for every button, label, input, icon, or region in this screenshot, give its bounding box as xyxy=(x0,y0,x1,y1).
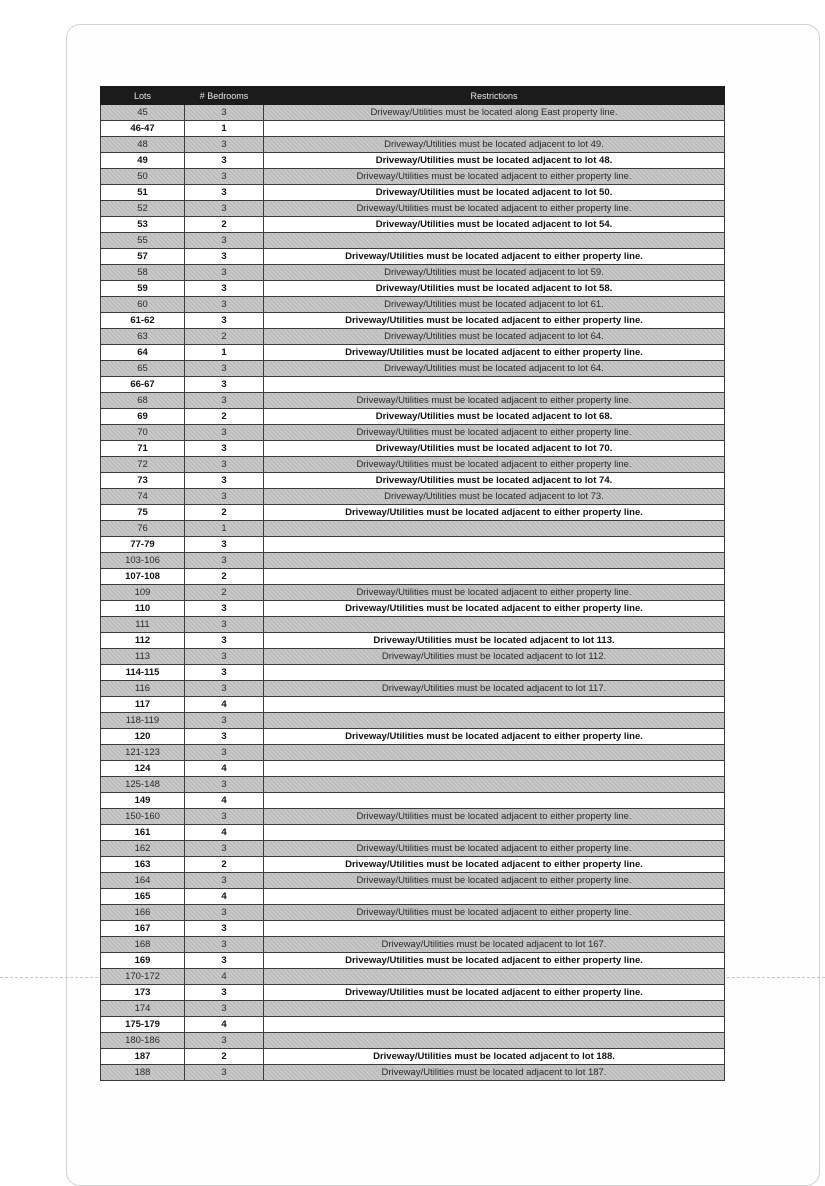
bedrooms-cell: 2 xyxy=(185,409,264,425)
restriction-cell: Driveway/Utilities must be located adjacent to lot 64. xyxy=(264,361,725,377)
restriction-cell: Driveway/Utilities must be located adjacent to either property line. xyxy=(264,201,725,217)
restriction-cell xyxy=(264,377,725,393)
lot-cell: 112 xyxy=(101,633,185,649)
lot-cell: 49 xyxy=(101,153,185,169)
table-row xyxy=(101,889,725,905)
restriction-cell: Driveway/Utilities must be located adjacent to lot 49. xyxy=(264,137,725,153)
table-row xyxy=(101,953,725,969)
table-row xyxy=(101,905,725,921)
table-row xyxy=(101,969,725,985)
table-row xyxy=(101,169,725,185)
restriction-cell xyxy=(264,537,725,553)
table-row xyxy=(101,281,725,297)
restriction-cell: Driveway/Utilities must be located adjacent to lot 64. xyxy=(264,329,725,345)
bedrooms-cell: 3 xyxy=(185,921,264,937)
restriction-cell: Driveway/Utilities must be located adjacent to either property line. xyxy=(264,425,725,441)
bedrooms-cell: 3 xyxy=(185,1065,264,1081)
restriction-cell xyxy=(264,1001,725,1017)
bedrooms-cell: 3 xyxy=(185,953,264,969)
bedrooms-cell: 3 xyxy=(185,873,264,889)
bedrooms-cell: 3 xyxy=(185,153,264,169)
lot-cell: 164 xyxy=(101,873,185,889)
lot-cell: 72 xyxy=(101,457,185,473)
restriction-cell: Driveway/Utilities must be located adjacent to either property line. xyxy=(264,841,725,857)
restriction-cell: Driveway/Utilities must be located adjacent to either property line. xyxy=(264,505,725,521)
table-row xyxy=(101,729,725,745)
bedrooms-cell: 3 xyxy=(185,617,264,633)
lot-cell: 163 xyxy=(101,857,185,873)
lot-cell: 180-186 xyxy=(101,1033,185,1049)
table-row xyxy=(101,489,725,505)
table-row xyxy=(101,393,725,409)
table-row xyxy=(101,681,725,697)
lot-cell: 162 xyxy=(101,841,185,857)
lot-cell: 113 xyxy=(101,649,185,665)
lot-cell: 120 xyxy=(101,729,185,745)
restriction-cell: Driveway/Utilities must be located adjacent to either property line. xyxy=(264,729,725,745)
bedrooms-cell: 2 xyxy=(185,505,264,521)
table-row xyxy=(101,809,725,825)
table-row xyxy=(101,873,725,889)
bedrooms-cell: 3 xyxy=(185,281,264,297)
restriction-cell xyxy=(264,745,725,761)
table-row xyxy=(101,825,725,841)
table-row xyxy=(101,857,725,873)
table-row xyxy=(101,297,725,313)
table-row xyxy=(101,777,725,793)
bedrooms-cell: 3 xyxy=(185,441,264,457)
table-row xyxy=(101,217,725,233)
restriction-cell xyxy=(264,569,725,585)
lot-cell: 118-119 xyxy=(101,713,185,729)
table-row xyxy=(101,713,725,729)
lot-cell: 174 xyxy=(101,1001,185,1017)
table-row xyxy=(101,345,725,361)
bedrooms-cell: 3 xyxy=(185,841,264,857)
column-header-restrictions: Restrictions xyxy=(264,87,725,105)
restriction-cell: Driveway/Utilities must be located adjacent to lot 50. xyxy=(264,185,725,201)
lot-cell: 69 xyxy=(101,409,185,425)
restriction-cell: Driveway/Utilities must be located adjacent to lot 61. xyxy=(264,297,725,313)
restriction-cell: Driveway/Utilities must be located adjacent to either property line. xyxy=(264,905,725,921)
lot-cell: 165 xyxy=(101,889,185,905)
table-row xyxy=(101,697,725,713)
table-row xyxy=(101,1001,725,1017)
lot-cell: 74 xyxy=(101,489,185,505)
bedrooms-cell: 3 xyxy=(185,985,264,1001)
bedrooms-cell: 3 xyxy=(185,713,264,729)
bedrooms-cell: 1 xyxy=(185,521,264,537)
restriction-cell: Driveway/Utilities must be located adjacent to either property line. xyxy=(264,457,725,473)
restriction-cell: Driveway/Utilities must be located adjacent to either property line. xyxy=(264,313,725,329)
restriction-cell xyxy=(264,713,725,729)
lot-cell: 66-67 xyxy=(101,377,185,393)
restriction-cell xyxy=(264,1017,725,1033)
bedrooms-cell: 3 xyxy=(185,265,264,281)
table-row xyxy=(101,649,725,665)
bedrooms-cell: 2 xyxy=(185,585,264,601)
lot-cell: 63 xyxy=(101,329,185,345)
lot-cell: 168 xyxy=(101,937,185,953)
lot-cell: 188 xyxy=(101,1065,185,1081)
restriction-cell: Driveway/Utilities must be located adjacent to lot 187. xyxy=(264,1065,725,1081)
restriction-cell: Driveway/Utilities must be located adjacent to lot 73. xyxy=(264,489,725,505)
table-row xyxy=(101,265,725,281)
table-row xyxy=(101,553,725,569)
restriction-cell: Driveway/Utilities must be located adjacent to either property line. xyxy=(264,169,725,185)
lot-cell: 150-160 xyxy=(101,809,185,825)
lot-cell: 59 xyxy=(101,281,185,297)
table-row xyxy=(101,601,725,617)
table-row xyxy=(101,361,725,377)
restriction-cell xyxy=(264,121,725,137)
bedrooms-cell: 3 xyxy=(185,361,264,377)
lot-cell: 45 xyxy=(101,105,185,121)
bedrooms-cell: 4 xyxy=(185,825,264,841)
bedrooms-cell: 3 xyxy=(185,649,264,665)
restriction-cell xyxy=(264,793,725,809)
restriction-cell: Driveway/Utilities must be located adjacent to lot 68. xyxy=(264,409,725,425)
bedrooms-cell: 3 xyxy=(185,169,264,185)
bedrooms-cell: 1 xyxy=(185,345,264,361)
bedrooms-cell: 3 xyxy=(185,633,264,649)
bedrooms-cell: 3 xyxy=(185,313,264,329)
table-row xyxy=(101,1017,725,1033)
lot-cell: 103-106 xyxy=(101,553,185,569)
table-row xyxy=(101,585,725,601)
restriction-cell: Driveway/Utilities must be located adjacent to lot 48. xyxy=(264,153,725,169)
restriction-cell: Driveway/Utilities must be located adjacent to either property line. xyxy=(264,857,725,873)
bedrooms-cell: 2 xyxy=(185,857,264,873)
lot-cell: 58 xyxy=(101,265,185,281)
lot-cell: 71 xyxy=(101,441,185,457)
bedrooms-cell: 4 xyxy=(185,761,264,777)
table-row xyxy=(101,665,725,681)
lot-cell: 55 xyxy=(101,233,185,249)
lot-cell: 75 xyxy=(101,505,185,521)
lot-cell: 169 xyxy=(101,953,185,969)
bedrooms-cell: 3 xyxy=(185,393,264,409)
bedrooms-cell: 3 xyxy=(185,1001,264,1017)
bedrooms-cell: 3 xyxy=(185,809,264,825)
restriction-cell: Driveway/Utilities must be located adjacent to either property line. xyxy=(264,873,725,889)
restriction-cell xyxy=(264,553,725,569)
bedrooms-cell: 3 xyxy=(185,377,264,393)
restriction-cell: Driveway/Utilities must be located adjacent to either property line. xyxy=(264,249,725,265)
bedrooms-cell: 3 xyxy=(185,249,264,265)
table-row xyxy=(101,1033,725,1049)
table-row xyxy=(101,377,725,393)
table-row xyxy=(101,185,725,201)
bedrooms-cell: 4 xyxy=(185,793,264,809)
lot-cell: 64 xyxy=(101,345,185,361)
bedrooms-cell: 3 xyxy=(185,473,264,489)
bedrooms-cell: 2 xyxy=(185,569,264,585)
restriction-cell xyxy=(264,1033,725,1049)
bedrooms-cell: 3 xyxy=(185,137,264,153)
table-row xyxy=(101,249,725,265)
table-header-row xyxy=(101,87,725,105)
lot-cell: 73 xyxy=(101,473,185,489)
table-row xyxy=(101,537,725,553)
restriction-cell: Driveway/Utilities must be located adjacent to either property line. xyxy=(264,601,725,617)
table-row xyxy=(101,761,725,777)
table-row xyxy=(101,937,725,953)
lot-cell: 124 xyxy=(101,761,185,777)
table-row xyxy=(101,793,725,809)
bedrooms-cell: 3 xyxy=(185,665,264,681)
restriction-cell: Driveway/Utilities must be located adjacent to lot 117. xyxy=(264,681,725,697)
table-row xyxy=(101,473,725,489)
bedrooms-cell: 2 xyxy=(185,217,264,233)
bedrooms-cell: 4 xyxy=(185,889,264,905)
lot-cell: 51 xyxy=(101,185,185,201)
bedrooms-cell: 3 xyxy=(185,777,264,793)
restriction-cell: Driveway/Utilities must be located adjacent to lot 188. xyxy=(264,1049,725,1065)
table-row xyxy=(101,457,725,473)
bedrooms-cell: 3 xyxy=(185,681,264,697)
column-header-bedrooms: # Bedrooms xyxy=(185,87,264,105)
lot-cell: 65 xyxy=(101,361,185,377)
lot-cell: 170-172 xyxy=(101,969,185,985)
table-row xyxy=(101,921,725,937)
table-row xyxy=(101,1049,725,1065)
lot-cell: 107-108 xyxy=(101,569,185,585)
lot-cell: 76 xyxy=(101,521,185,537)
restriction-cell xyxy=(264,697,725,713)
table-row xyxy=(101,841,725,857)
lot-cell: 68 xyxy=(101,393,185,409)
table-row xyxy=(101,505,725,521)
table-row xyxy=(101,521,725,537)
column-header-lots: Lots xyxy=(101,87,185,105)
lot-cell: 161 xyxy=(101,825,185,841)
bedrooms-cell: 1 xyxy=(185,121,264,137)
restriction-cell xyxy=(264,777,725,793)
bedrooms-cell: 2 xyxy=(185,1049,264,1065)
table-row xyxy=(101,201,725,217)
lot-cell: 50 xyxy=(101,169,185,185)
lot-cell: 116 xyxy=(101,681,185,697)
bedrooms-cell: 3 xyxy=(185,905,264,921)
lot-cell: 52 xyxy=(101,201,185,217)
bedrooms-cell: 3 xyxy=(185,537,264,553)
lot-cell: 121-123 xyxy=(101,745,185,761)
table-row xyxy=(101,569,725,585)
bedrooms-cell: 3 xyxy=(185,185,264,201)
bedrooms-cell: 3 xyxy=(185,425,264,441)
restriction-cell: Driveway/Utilities must be located adjacent to lot 167. xyxy=(264,937,725,953)
bedrooms-cell: 3 xyxy=(185,745,264,761)
lot-restrictions-table xyxy=(100,86,725,1081)
lot-cell: 149 xyxy=(101,793,185,809)
restriction-cell xyxy=(264,665,725,681)
lot-cell: 125-148 xyxy=(101,777,185,793)
restriction-cell xyxy=(264,521,725,537)
restriction-cell xyxy=(264,617,725,633)
lot-cell: 187 xyxy=(101,1049,185,1065)
lot-cell: 173 xyxy=(101,985,185,1001)
restriction-cell: Driveway/Utilities must be located adjacent to lot 58. xyxy=(264,281,725,297)
table-row xyxy=(101,137,725,153)
restriction-cell xyxy=(264,969,725,985)
bedrooms-cell: 3 xyxy=(185,601,264,617)
restriction-cell: Driveway/Utilities must be located adjacent to lot 54. xyxy=(264,217,725,233)
restriction-cell: Driveway/Utilities must be located adjacent to either property line. xyxy=(264,953,725,969)
lot-cell: 60 xyxy=(101,297,185,313)
lot-cell: 166 xyxy=(101,905,185,921)
restriction-cell: Driveway/Utilities must be located adjacent to either property line. xyxy=(264,585,725,601)
table-row xyxy=(101,329,725,345)
table-row xyxy=(101,233,725,249)
restriction-cell: Driveway/Utilities must be located adjacent to lot 59. xyxy=(264,265,725,281)
lot-cell: 70 xyxy=(101,425,185,441)
table-row xyxy=(101,425,725,441)
table-row xyxy=(101,105,725,121)
lot-cell: 117 xyxy=(101,697,185,713)
table-row xyxy=(101,313,725,329)
lot-cell: 53 xyxy=(101,217,185,233)
bedrooms-cell: 3 xyxy=(185,457,264,473)
bedrooms-cell: 3 xyxy=(185,553,264,569)
table-row xyxy=(101,441,725,457)
lot-cell: 48 xyxy=(101,137,185,153)
restriction-cell xyxy=(264,921,725,937)
bedrooms-cell: 3 xyxy=(185,1033,264,1049)
bedrooms-cell: 3 xyxy=(185,297,264,313)
lot-cell: 77-79 xyxy=(101,537,185,553)
bedrooms-cell: 3 xyxy=(185,937,264,953)
restriction-cell xyxy=(264,825,725,841)
restriction-cell: Driveway/Utilities must be located adjacent to lot 70. xyxy=(264,441,725,457)
table-row xyxy=(101,409,725,425)
lot-cell: 110 xyxy=(101,601,185,617)
restriction-cell: Driveway/Utilities must be located adjacent to either property line. xyxy=(264,345,725,361)
lot-cell: 175-179 xyxy=(101,1017,185,1033)
bedrooms-cell: 2 xyxy=(185,329,264,345)
restriction-cell: Driveway/Utilities must be located adjacent to either property line. xyxy=(264,809,725,825)
restriction-cell: Driveway/Utilities must be located adjacent to either property line. xyxy=(264,393,725,409)
table-body xyxy=(101,105,725,1081)
bedrooms-cell: 3 xyxy=(185,105,264,121)
lot-cell: 109 xyxy=(101,585,185,601)
bedrooms-cell: 3 xyxy=(185,489,264,505)
table-row xyxy=(101,617,725,633)
table-row xyxy=(101,633,725,649)
bedrooms-cell: 3 xyxy=(185,729,264,745)
lot-cell: 111 xyxy=(101,617,185,633)
table-row xyxy=(101,1065,725,1081)
bedrooms-cell: 3 xyxy=(185,233,264,249)
restriction-cell xyxy=(264,233,725,249)
bedrooms-cell: 3 xyxy=(185,201,264,217)
table-row xyxy=(101,153,725,169)
bedrooms-cell: 4 xyxy=(185,1017,264,1033)
lot-cell: 46-47 xyxy=(101,121,185,137)
lot-cell: 114-115 xyxy=(101,665,185,681)
restriction-cell: Driveway/Utilities must be located adjacent to lot 113. xyxy=(264,633,725,649)
table-row xyxy=(101,745,725,761)
table-row xyxy=(101,985,725,1001)
restriction-cell xyxy=(264,889,725,905)
bedrooms-cell: 4 xyxy=(185,969,264,985)
restriction-cell xyxy=(264,761,725,777)
restriction-cell: Driveway/Utilities must be located adjacent to lot 112. xyxy=(264,649,725,665)
lot-cell: 167 xyxy=(101,921,185,937)
lot-cell: 57 xyxy=(101,249,185,265)
restriction-cell: Driveway/Utilities must be located along East property line. xyxy=(264,105,725,121)
bedrooms-cell: 4 xyxy=(185,697,264,713)
table-row xyxy=(101,121,725,137)
restriction-cell: Driveway/Utilities must be located adjacent to either property line. xyxy=(264,985,725,1001)
lot-cell: 61-62 xyxy=(101,313,185,329)
restriction-cell: Driveway/Utilities must be located adjacent to lot 74. xyxy=(264,473,725,489)
